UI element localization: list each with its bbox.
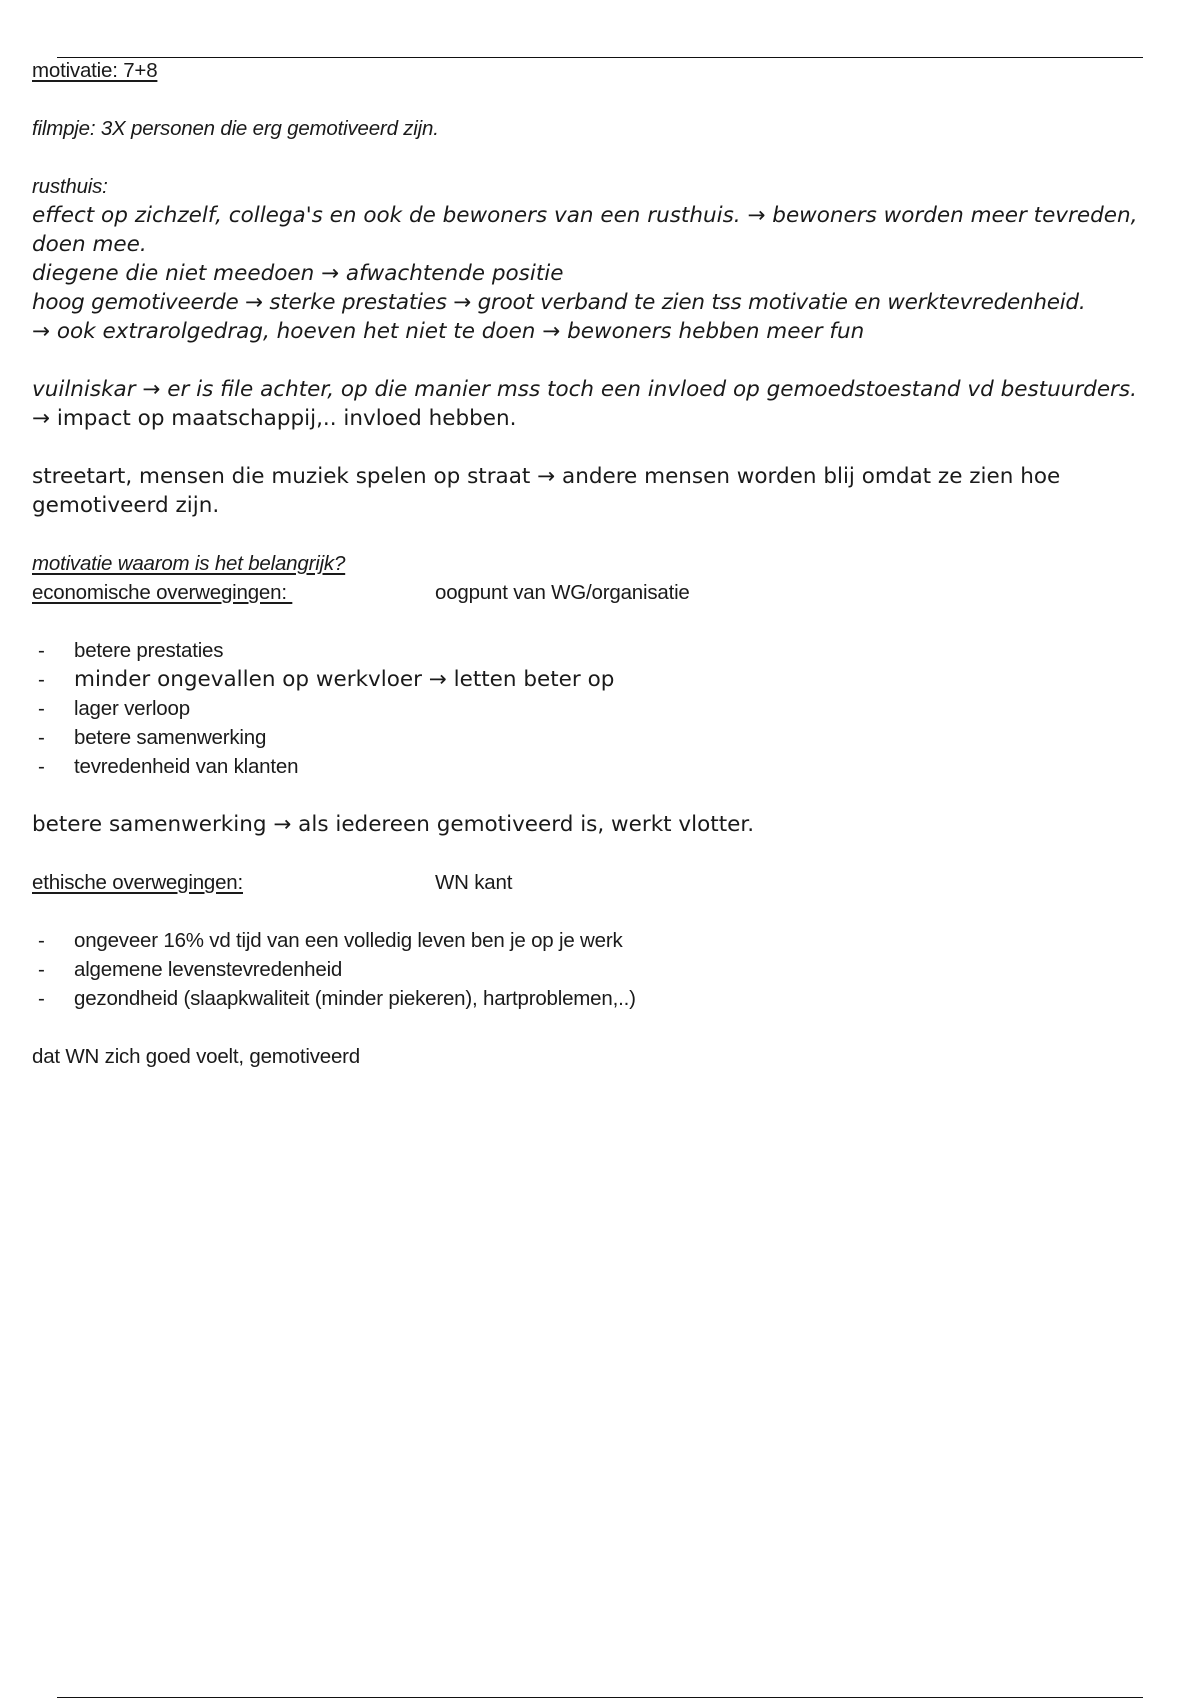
document-heading: motivatie: 7+8 xyxy=(32,59,158,82)
list-item: - lager verloop xyxy=(32,694,1162,723)
list-item: - algemene levenstevredenheid xyxy=(32,955,1162,984)
why-section xyxy=(32,549,1162,1071)
list-item: - gezondheid (slaapkwaliteit (minder piekeren), hartproblemen,..) xyxy=(32,984,1162,1013)
list-item: - ongeveer 16% vd tijd van een volledig leven ben je op je werk xyxy=(32,926,1162,955)
rusthuis-line-2: diegene die niet meedoen → afwachtende positie xyxy=(32,261,564,286)
streetart-paragraph: streetart, mensen die muziek spelen op straat → andere mensen worden blij omdat ze zien hoe gemotiveerd zijn. xyxy=(32,464,1061,518)
document-body xyxy=(32,56,1162,1071)
ethical-note: dat WN zich goed voelt, gemotiveerd xyxy=(32,1045,360,1068)
list-item: - betere prestaties xyxy=(32,636,1162,665)
rusthuis-line-1: effect op zichzelf, collega's en ook de bewoners van een rusthuis. → bewoners worden meer tevreden, doen mee. xyxy=(32,203,1138,257)
ethical-header xyxy=(32,868,1162,897)
rusthuis-line-4: → ook extrarolgedrag, hoeven het niet te doen → bewoners hebben meer fun xyxy=(32,319,865,344)
ethical-aside: WN kant xyxy=(435,871,513,894)
economic-label: economische overwegingen: xyxy=(32,581,293,604)
list-item: - tevredenheid van klanten xyxy=(32,752,1162,781)
why-title: motivatie waarom is het belangrijk? xyxy=(32,552,346,575)
list-item: - betere samenwerking xyxy=(32,723,1162,752)
vuilniskar-section xyxy=(32,375,1162,433)
rusthuis-line-3: hoog gemotiveerde → sterke prestaties → groot verband te zien tss motivatie en werktevredenheid. xyxy=(32,290,1086,315)
rusthuis-label: rusthuis: xyxy=(32,175,108,198)
ethical-label: ethische overwegingen: xyxy=(32,871,243,894)
video-note: filmpje: 3X personen die erg gemotiveerd zijn. xyxy=(32,117,439,140)
vuilniskar-line-2: → impact op maatschappij,.. invloed hebben. xyxy=(32,406,517,431)
vuilniskar-line-1: vuilniskar → er is file achter, op die manier mss toch een invloed op gemoedstoestand vd bestuurders. xyxy=(32,377,1137,402)
rusthuis-section xyxy=(32,172,1162,346)
economic-aside: oogpunt van WG/organisatie xyxy=(435,581,690,604)
footer-rule xyxy=(57,1697,1143,1698)
list-item: - minder ongevallen op werkvloer → letten beter op xyxy=(32,665,1162,694)
economic-list xyxy=(32,636,1162,781)
ethical-list xyxy=(32,926,1162,1013)
economic-note: betere samenwerking → als iedereen gemotiveerd is, werkt vlotter. xyxy=(32,812,755,837)
economic-header xyxy=(32,578,1162,607)
